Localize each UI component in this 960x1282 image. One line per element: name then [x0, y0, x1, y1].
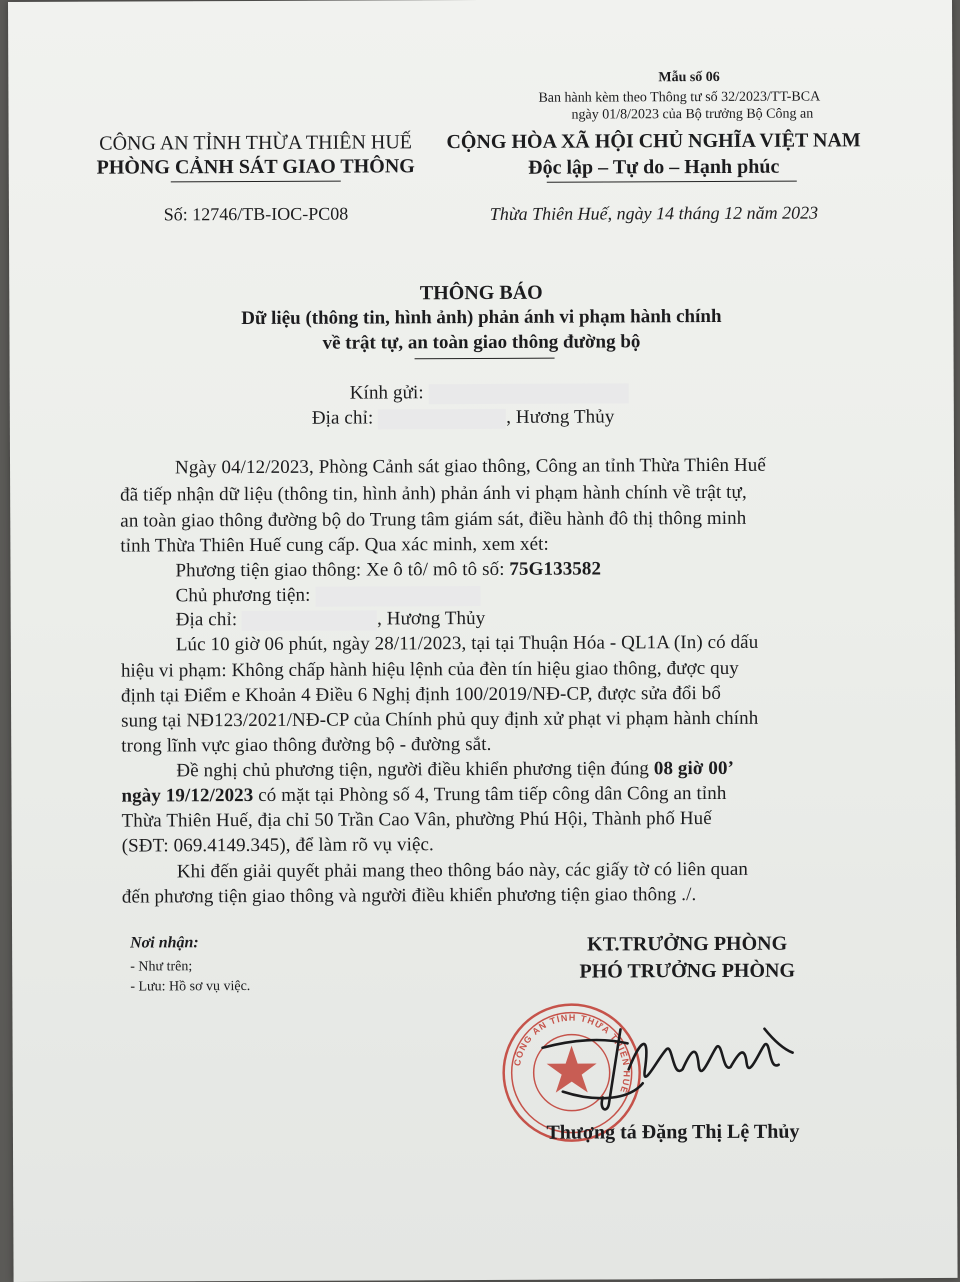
owner-address-suffix: , Hương Thủy — [376, 607, 486, 630]
owner-label: Chủ phương tiện: — [175, 584, 311, 607]
recipients-item-2: - Lưu: Hồ sơ vụ việc. — [130, 979, 251, 995]
appointment-time: 08 giờ 00’ — [653, 757, 735, 780]
owner-address-label: Địa chỉ: — [175, 609, 238, 631]
p4-line1: Khi đến giải quyết phải mang theo thông báo này, các giấy tờ có liên quan — [176, 858, 749, 883]
vehicle-label: Phương tiện giao thông: Xe ô tô/ mô tô số: — [175, 558, 510, 582]
p1-line2: đã tiếp nhận dữ liệu (thông tin, hình ảnh) phản ánh vi phạm hành chính về trật tự, — [120, 481, 747, 506]
p1-line1: Ngày 04/12/2023, Phòng Cảnh sát giao thông, Công an tỉnh Thừa Thiên Huế — [174, 454, 766, 479]
nation-title: CỘNG HÒA XÃ HỘI CHỦ NGHĨA VIỆT NAM — [446, 129, 861, 154]
handwritten-signature-icon — [532, 1009, 802, 1120]
notice-title: THÔNG BÁO — [419, 281, 543, 305]
greeting-label: Kính gửi: — [349, 382, 424, 404]
motto-underline — [547, 181, 797, 183]
document-number: Số: 12746/TB-IOC-PC08 — [163, 203, 349, 225]
redacted-owner-address — [242, 610, 377, 631]
vehicle-plate: 75G133582 — [509, 558, 602, 580]
seal-text: CÔNG AN TỈNH THỪA THIÊN HUẾ — [512, 1012, 632, 1096]
p1-line3: an toàn giao thông đường bộ do Trung tâm giám sát, điều hành đô thị thông minh — [120, 507, 747, 532]
p1-line4: tỉnh Thừa Thiên Huế cung cấp. Qua xác minh, xem xét: — [120, 533, 549, 557]
p2-line5: trong lĩnh vực giao thông đường bộ - đường sắt. — [121, 733, 492, 757]
title-underline — [415, 358, 555, 360]
redacted-recipient-address — [378, 409, 506, 430]
nation-motto: Độc lập – Tự do – Hạnh phúc — [528, 155, 780, 179]
p3-line3: Thừa Thiên Huế, địa chỉ 50 Trần Cao Vân, phường Phú Hội, Thành phố Huế — [121, 807, 712, 832]
form-issued-line1: Ban hành kèm theo Thông tư số 32/2023/TT-BCA — [538, 89, 821, 106]
p2-line3: định tại Điểm e Khoản 4 Điều 6 Nghị định 100/2019/NĐ-CP, được sửa đổi bổ — [120, 682, 721, 707]
p2-line1: Lúc 10 giờ 06 phút, ngày 28/11/2023, tại tại Thuận Hóa - QL1A (In) có dấu — [175, 631, 759, 656]
address-suffix: , Hương Thủy — [506, 406, 615, 428]
redacted-owner-name — [315, 586, 480, 607]
place-date: Thừa Thiên Huế, ngày 14 tháng 12 năm 2023 — [489, 202, 819, 224]
owner-line — [176, 584, 481, 607]
signer-name: Thượng tá Đặng Thị Lệ Thủy — [546, 1120, 800, 1144]
recipients-item-1: - Như trên; — [130, 959, 193, 975]
appointment-date: ngày 19/12/2023 — [121, 784, 254, 807]
notice-subtitle-line1: Dữ liệu (thông tin, hình ảnh) phản ánh vi phạm hành chính — [241, 305, 722, 330]
document-page — [8, 0, 958, 1282]
recipient-greeting — [350, 381, 629, 404]
form-issued-line2: ngày 01/8/2023 của Bộ trưởng Bộ Công an — [571, 106, 814, 123]
recipients-label: Nơi nhận: — [130, 934, 199, 952]
p3-line1-text: Đề nghị chủ phương tiện, người điều khiển phương tiện đúng — [176, 758, 654, 782]
p3-line2-text: có mặt tại Phòng số 4, Trung tâm tiếp công dân Công an tỉnh — [253, 782, 727, 806]
p3-line1 — [176, 758, 734, 782]
p2-line4: sung tại NĐ123/2021/NĐ-CP của Chính phủ quy định xử phạt vi phạm hành chính — [121, 707, 759, 732]
p2-line2: hiệu vi phạm: Không chấp hành hiệu lệnh của đèn tín hiệu giao thông, được quy — [120, 657, 739, 682]
owner-address-line — [176, 608, 486, 631]
notice-subtitle-line2: về trật tự, an toàn giao thông đường bộ — [322, 331, 641, 354]
signature-role-1: KT.TRƯỞNG PHÒNG — [587, 932, 788, 956]
p3-line4: (SĐT: 069.4149.345), để làm rõ vụ việc. — [121, 834, 434, 857]
agency-name: CÔNG AN TỈNH THỪA THIÊN HUẾ — [99, 131, 413, 155]
redacted-recipient-name — [429, 383, 629, 404]
vehicle-line — [175, 558, 601, 582]
p3-line2 — [121, 783, 726, 808]
signature-role-2: PHÓ TRƯỞNG PHÒNG — [579, 959, 796, 983]
p4-line2: đến phương tiện giao thông và người điều khiển phương tiện giao thông ./. — [121, 884, 697, 908]
agency-department: PHÒNG CẢNH SÁT GIAO THÔNG — [96, 155, 415, 179]
recipient-address — [312, 406, 615, 429]
agency-underline — [171, 181, 341, 183]
address-label: Địa chỉ: — [311, 407, 374, 429]
form-number: Mẫu số 06 — [658, 69, 720, 86]
